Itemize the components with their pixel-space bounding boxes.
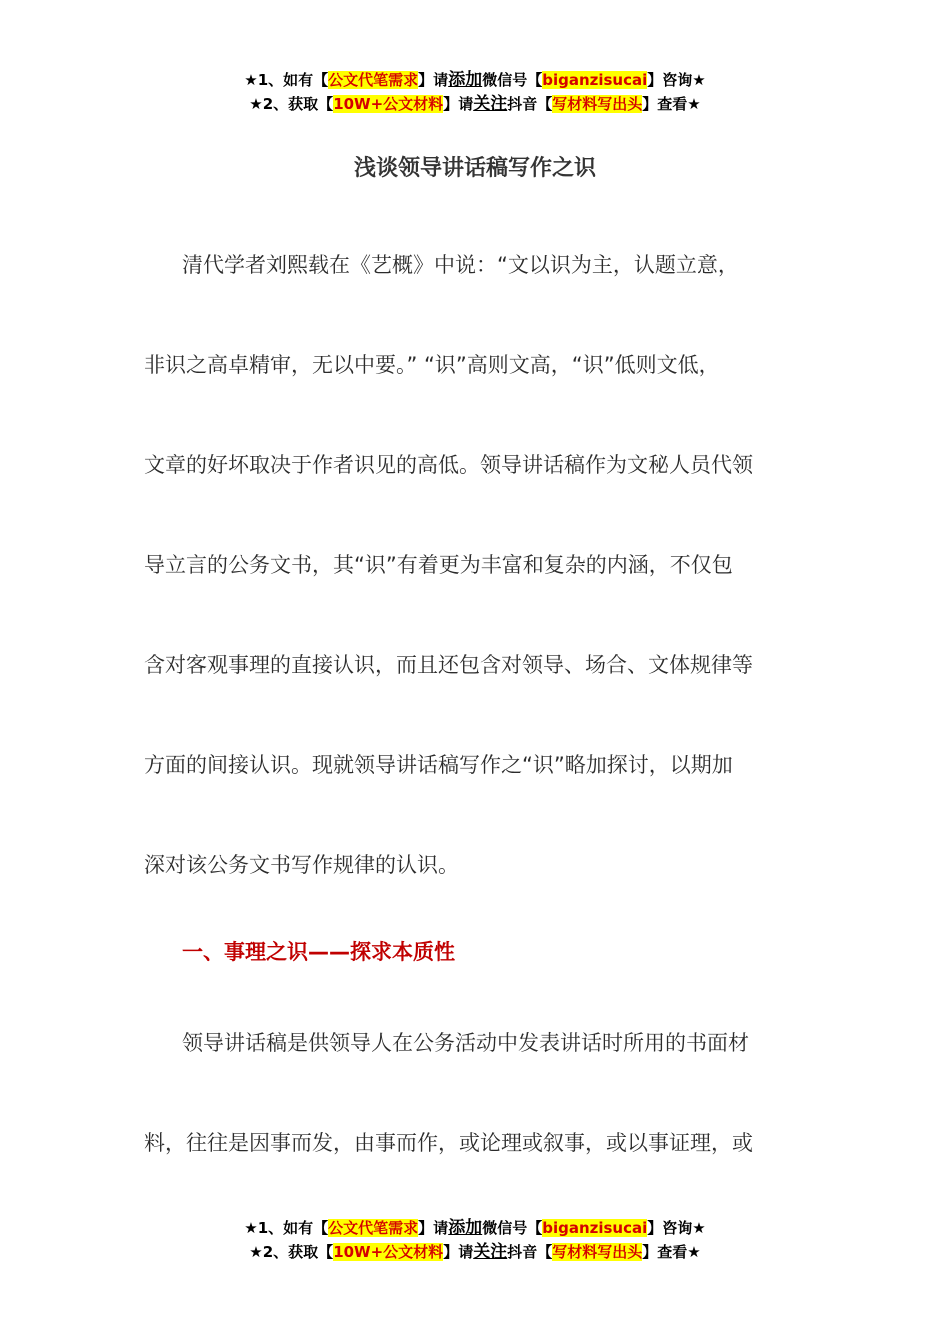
paragraph-line: 清代学者刘熙载在《艺概》中说：“文以识为主，认题立意， bbox=[182, 253, 739, 277]
banner-text: ★2、获取【 bbox=[249, 1243, 334, 1261]
banner-highlight: biganzisucai bbox=[542, 71, 648, 89]
banner-emphasis: 关注 bbox=[473, 1242, 508, 1262]
banner-text: 抖音【 bbox=[507, 1243, 553, 1261]
banner-text: ★1、如有【 bbox=[244, 71, 329, 89]
banner-line-2 bbox=[0, 92, 950, 116]
banner-highlight: 公文代笔需求 bbox=[328, 1219, 419, 1237]
banner-text: 微信号【 bbox=[482, 1219, 543, 1237]
banner-highlight: biganzisucai bbox=[542, 1219, 648, 1237]
banner-text: 】咨询★ bbox=[647, 1219, 706, 1237]
banner-highlight: 10W+公文材料 bbox=[333, 1243, 444, 1261]
banner-emphasis: 添加 bbox=[448, 70, 483, 90]
banner-text: 】请 bbox=[418, 71, 449, 89]
banner-text: 】请 bbox=[443, 95, 474, 113]
footer-banner bbox=[0, 1216, 950, 1264]
banner-highlight: 10W+公文材料 bbox=[333, 95, 444, 113]
paragraph-line: 深对该公务文书写作规律的认识。 bbox=[144, 853, 459, 877]
section-heading: 一、事理之识——探求本质性 bbox=[182, 940, 455, 964]
banner-text: 】请 bbox=[418, 1219, 449, 1237]
banner-line-1 bbox=[0, 68, 950, 92]
paragraph-line: 领导讲话稿是供领导人在公务活动中发表讲话时所用的书面材 bbox=[182, 1031, 749, 1055]
banner-text: 抖音【 bbox=[507, 95, 553, 113]
section1-paragraph bbox=[144, 1028, 834, 1228]
document-title: 浅谈领导讲话稿写作之识 bbox=[353, 156, 596, 181]
banner-emphasis: 关注 bbox=[473, 94, 508, 114]
banner-highlight: 写材料写出头 bbox=[552, 95, 643, 113]
banner-highlight: 写材料写出头 bbox=[552, 1243, 643, 1261]
paragraph-line: 文章的好坏取决于作者识见的高低。领导讲话稿作为文秘人员代领 bbox=[144, 453, 753, 477]
paragraph-line: 含对客观事理的直接认识，而且还包含对领导、场合、文体规律等 bbox=[144, 653, 753, 677]
banner-text: 微信号【 bbox=[482, 71, 543, 89]
banner-highlight: 公文代笔需求 bbox=[328, 71, 419, 89]
header-banner bbox=[0, 68, 950, 116]
banner-line-2 bbox=[0, 1240, 950, 1264]
paragraph-line: 方面的间接认识。现就领导讲话稿写作之“识”略加探讨，以期加 bbox=[144, 753, 733, 777]
banner-emphasis: 添加 bbox=[448, 1218, 483, 1238]
paragraph-line: 导立言的公务文书，其“识”有着更为丰富和复杂的内涵，不仅包 bbox=[144, 553, 733, 577]
banner-text: ★2、获取【 bbox=[249, 95, 334, 113]
banner-text: 】查看★ bbox=[642, 1243, 701, 1261]
paragraph-line: 非识之高卓精审，无以中要。” “识”高则文高，“识”低则文低， bbox=[144, 353, 720, 377]
banner-text: 】咨询★ bbox=[647, 71, 706, 89]
paragraph-line: 料，往往是因事而发，由事而作，或论理或叙事，或以事证理，或 bbox=[144, 1131, 753, 1155]
banner-text: ★1、如有【 bbox=[244, 1219, 329, 1237]
banner-text: 】查看★ bbox=[642, 95, 701, 113]
intro-paragraph bbox=[144, 250, 834, 950]
banner-line-1 bbox=[0, 1216, 950, 1240]
banner-text: 】请 bbox=[443, 1243, 474, 1261]
